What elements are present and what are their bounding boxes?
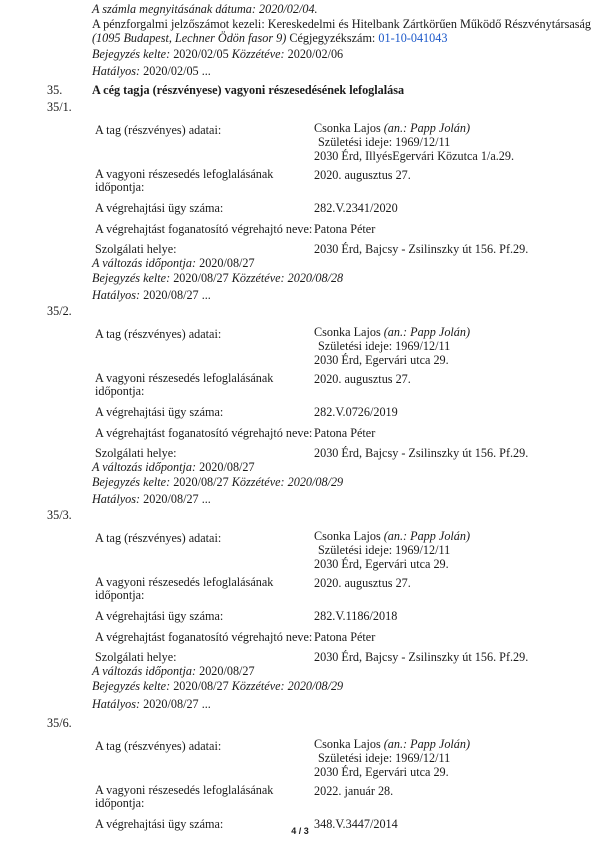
account-opening-line [92, 2, 318, 16]
birth-date: 1969/12/11 [395, 339, 451, 353]
office-label: Szolgálati helye: [95, 650, 177, 664]
published-label: Közzétéve: [231, 47, 285, 61]
top-effective-line [92, 64, 211, 78]
member-label: A tag (részvényes) adatai: [95, 739, 222, 753]
member-name-line [314, 325, 470, 339]
member-label: A tag (részvényes) adatai: [95, 531, 222, 545]
registered-date: 2020/02/05 [173, 47, 229, 61]
bailiff-label: A végrehajtást foganatosító végrehajtó neve: [95, 630, 313, 644]
entry-id: 35/1. [47, 100, 72, 114]
seizure-label: A vagyoni részesedés lefoglalásának [95, 575, 274, 589]
registration-line [92, 475, 343, 489]
member-label: A tag (részvényes) adatai: [95, 327, 222, 341]
bank-label: A pénzforgalmi jelzőszámot kezeli: [92, 17, 265, 31]
seizure-label-cont: időpontja: [95, 384, 145, 398]
birth-date: 1969/12/11 [395, 543, 451, 557]
member-address: 2030 Érd, Egervári utca 29. [314, 765, 449, 779]
member-label: A tag (részvényes) adatai: [95, 123, 222, 137]
case-number: 348.V.3447/2014 [314, 817, 398, 831]
published-date: 2020/08/28 [287, 271, 344, 285]
seizure-label: A vagyoni részesedés lefoglalásának [95, 167, 274, 181]
birth-label: Születési ideje: [318, 543, 393, 557]
published-date: 2020/08/29 [287, 475, 344, 489]
change-line [92, 256, 255, 270]
bank-address: (1095 Budapest, Lechner Ödön fasor 9) [92, 31, 287, 45]
effective-line [92, 697, 211, 711]
seizure-date: 2020. augusztus 27. [314, 168, 411, 182]
birth-line [318, 543, 450, 557]
published-date: 2020/08/29 [287, 679, 344, 693]
seizure-label: A vagyoni részesedés lefoglalásának [95, 371, 274, 385]
effective-label: Hatályos: [92, 288, 141, 302]
registered-label: Bejegyzés kelte: [92, 679, 171, 693]
registered-label: Bejegyzés kelte: [92, 271, 171, 285]
registered-label: Bejegyzés kelte: [92, 475, 171, 489]
bank-line [92, 17, 591, 31]
entry-id: 35/3. [47, 508, 72, 522]
bailiff-label: A végrehajtást foganatosító végrehajtó neve: [95, 222, 313, 236]
effective-value: 2020/08/27 ... [143, 288, 211, 302]
entry-id: 35/6. [47, 716, 72, 730]
case-label: A végrehajtási ügy száma: [95, 405, 224, 419]
registered-date: 2020/08/27 [173, 271, 229, 285]
effective-value: 2020/08/27 ... [143, 492, 211, 506]
member-name-line [314, 737, 470, 751]
office-label: Szolgálati helye: [95, 446, 177, 460]
case-label: A végrehajtási ügy száma: [95, 201, 224, 215]
bailiff-name: Patona Péter [314, 630, 376, 644]
member-address: 2030 Érd, Egervári utca 29. [314, 557, 449, 571]
registered-date: 2020/08/27 [173, 475, 229, 489]
effective-label: Hatályos: [92, 64, 141, 78]
birth-label: Születési ideje: [318, 135, 393, 149]
change-line [92, 460, 255, 474]
entry-id: 35/2. [47, 304, 72, 318]
bailiff-name: Patona Péter [314, 426, 376, 440]
office-address: 2030 Érd, Bajcsy - Zsilinszky út 156. Pf.29. [314, 650, 529, 664]
effective-line [92, 492, 211, 506]
seizure-date: 2020. augusztus 27. [314, 372, 411, 386]
member-mother: (an.: Papp Jolán) [383, 325, 471, 339]
registration-line [92, 679, 343, 693]
change-date: 2020/08/27 [199, 460, 255, 474]
bailiff-label: A végrehajtást foganatosító végrehajtó neve: [95, 426, 313, 440]
published-label: Közzétéve: [231, 679, 285, 693]
registered-date: 2020/08/27 [173, 679, 229, 693]
effective-value: 2020/02/05 ... [143, 64, 211, 78]
case-number: 282.V.1186/2018 [314, 609, 398, 623]
effective-value: 2020/08/27 ... [143, 697, 211, 711]
bank-address-line [92, 31, 447, 45]
birth-line [318, 135, 450, 149]
published-label: Közzétéve: [231, 271, 285, 285]
birth-label: Születési ideje: [318, 339, 393, 353]
member-name: Csonka Lajos [314, 737, 381, 751]
change-label: A változás időpontja: [92, 256, 197, 270]
page-number: 4 / 3 [291, 826, 309, 836]
seizure-date: 2022. január 28. [314, 784, 394, 798]
seizure-date: 2020. augusztus 27. [314, 576, 411, 590]
office-address: 2030 Érd, Bajcsy - Zsilinszky út 156. Pf.29. [314, 242, 529, 256]
member-address: 2030 Érd, Egervári utca 29. [314, 353, 449, 367]
change-line [92, 664, 255, 678]
bank-name: Kereskedelmi és Hitelbank Zártkörűen Működő Részvénytársaság [267, 17, 591, 31]
birth-date: 1969/12/11 [395, 135, 451, 149]
registration-line [92, 271, 343, 285]
seizure-label-cont: időpontja: [95, 588, 145, 602]
registered-label: Bejegyzés kelte: [92, 47, 171, 61]
published-label: Közzétéve: [231, 475, 285, 489]
birth-line [318, 751, 450, 765]
office-label: Szolgálati helye: [95, 242, 177, 256]
member-name-line [314, 529, 470, 543]
registration-number-link[interactable]: 01-10-041043 [378, 31, 448, 45]
section-number: 35. [47, 83, 63, 97]
member-name-line [314, 121, 470, 135]
bailiff-name: Patona Péter [314, 222, 376, 236]
case-number: 282.V.2341/2020 [314, 201, 398, 215]
seizure-label-cont: időpontja: [95, 180, 145, 194]
account-opening-date: 2020/02/04. [259, 2, 318, 16]
member-mother: (an.: Papp Jolán) [383, 121, 471, 135]
effective-label: Hatályos: [92, 492, 141, 506]
change-date: 2020/08/27 [199, 664, 255, 678]
birth-date: 1969/12/11 [395, 751, 451, 765]
office-address: 2030 Érd, Bajcsy - Zsilinszky út 156. Pf.29. [314, 446, 529, 460]
case-label: A végrehajtási ügy száma: [95, 609, 224, 623]
seizure-label: A vagyoni részesedés lefoglalásának [95, 783, 274, 797]
case-label: A végrehajtási ügy száma: [95, 817, 224, 831]
birth-label: Születési ideje: [318, 751, 393, 765]
member-address: 2030 Érd, IllyésEgervári Közutca 1/a.29. [314, 149, 515, 163]
account-opening-label: A számla megnyitásának dátuma: [92, 2, 256, 16]
case-number: 282.V.0726/2019 [314, 405, 398, 419]
member-name: Csonka Lajos [314, 325, 381, 339]
section-title: A cég tagja (részvényese) vagyoni részesedésének lefoglalása [92, 83, 405, 97]
effective-label: Hatályos: [92, 697, 141, 711]
published-date: 2020/02/06 [287, 47, 344, 61]
change-label: A változás időpontja: [92, 460, 197, 474]
change-date: 2020/08/27 [199, 256, 255, 270]
top-registration-line [92, 47, 343, 61]
member-mother: (an.: Papp Jolán) [383, 737, 471, 751]
member-name: Csonka Lajos [314, 121, 381, 135]
change-label: A változás időpontja: [92, 664, 197, 678]
seizure-label-cont: időpontja: [95, 796, 145, 810]
birth-line [318, 339, 450, 353]
member-mother: (an.: Papp Jolán) [383, 529, 471, 543]
registration-label: Cégjegyzékszám: [289, 31, 376, 45]
member-name: Csonka Lajos [314, 529, 381, 543]
effective-line [92, 288, 211, 302]
